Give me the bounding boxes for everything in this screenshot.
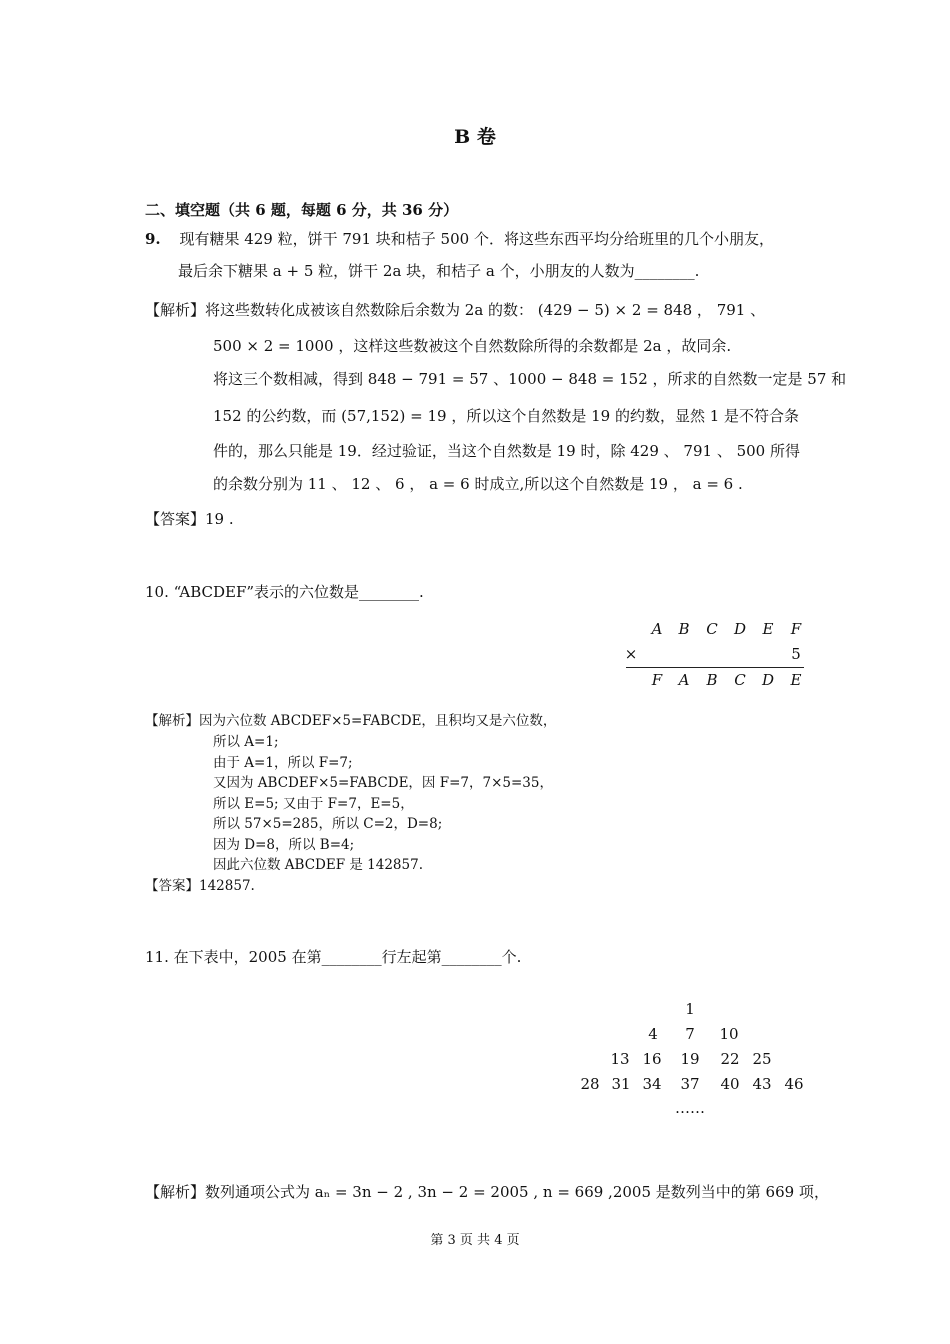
q9-solution-line4: 152 的公约数，而 (57,152) = 19 ，所以这个自然数是 19 的约数，显然 1 是不符合条 [213,407,800,425]
grid-row1-cell: B [678,620,690,638]
q9-solution-line5: 件的，那么只能是 19．经过验证，当这个自然数是 19 时，除 429 、 791 、 500 所得 [213,442,800,460]
grid-row1-cell: E [762,620,774,638]
triangle-ellipsis: …… [675,1099,705,1117]
grid-row2-cell: D [761,671,775,689]
grid-row2-cell: F [651,671,663,689]
q10-solution-line6: 所以 57×5=285，所以 C=2，D=8; [213,816,443,832]
grid-row2-cell: A [678,671,690,689]
grid-row1-cell: C [706,620,718,638]
q10-solution-line8: 因此六位数 ABCDEF 是 142857. [213,857,423,873]
triangle-cell: 40 [720,1075,740,1093]
triangle-cell: 28 [580,1075,600,1093]
page-title: B 卷 [454,126,496,148]
q9-solution-line3: 将这三个数相减，得到 848 − 791 = 57 、1000 − 848 = 152 ，所求的自然数一定是 57 和 [213,370,847,388]
page-footer: 第 3 页 共 4 页 [430,1233,520,1248]
section-heading: 二、填空题（共 6 题，每题 6 分，共 36 分） [145,201,459,219]
q9-line1-text: 现有糖果 429 粒，饼干 791 块和桔子 500 个．将这些东西平均分给班里的几个小朋友， [179,230,774,248]
q11-question: 11. 在下表中，2005 在第________行左起第________个. [145,948,522,966]
q10-solution-line4: 又因为 ABCDEF×5=FABCDE，因 F=7，7×5=35， [213,775,553,791]
q10-solution-line1: 【解析】因为六位数 ABCDEF×5=FABCDE，且积均又是六位数， [145,713,557,729]
q11-solution: 【解析】数列通项公式为 aₙ = 3n − 2 , 3n − 2 = 2005 , n = 669 ,2005 是数列当中的第 669 项， [145,1183,829,1201]
triangle-cell: 37 [680,1075,700,1093]
q9-solution-line1: 【解析】将这些数转化成被该自然数除后余数为 2a 的数： (429 − 5) × 2 = 848 ， 791 、 [145,301,766,319]
triangle-cell: 7 [685,1025,695,1043]
triangle-cell: 1 [685,1000,695,1018]
q10-answer: 【答案】142857. [145,878,255,894]
grid-row1-cell: D [733,620,747,638]
grid-row2-cell: E [790,671,802,689]
q10-question: 10. “ABCDEF”表示的六位数是________. [145,583,424,601]
q10-solution-line2: 所以 A=1; [213,734,279,750]
triangle-cell: 10 [719,1025,739,1043]
q9-number: 9. [145,230,161,248]
triangle-cell: 43 [752,1075,772,1093]
grid-row2-cell: C [734,671,746,689]
triangle-cell: 16 [642,1050,662,1068]
triangle-cell: 31 [611,1075,631,1093]
q9-solution-line2: 500 × 2 = 1000 ，这样这些数被这个自然数除所得的余数都是 2a ，故同余. [213,337,732,355]
q10-solution-line3: 由于 A=1，所以 F=7; [213,755,353,771]
grid-row2-cell: B [706,671,718,689]
multiplier-five: 5 [791,645,801,663]
multiplication-rule [626,667,804,668]
triangle-cell: 4 [648,1025,658,1043]
grid-row1-cell: F [790,620,802,638]
q9-answer: 【答案】19 . [145,510,234,528]
triangle-cell: 22 [720,1050,740,1068]
q9-solution-line6: 的余数分别为 11 、 12 、 6 ， a = 6 时成立,所以这个自然数是 19 ， a = 6 . [213,475,743,493]
q10-solution-line7: 因为 D=8，所以 B=4; [213,837,355,853]
triangle-cell: 46 [784,1075,804,1093]
triangle-cell: 25 [752,1050,772,1068]
grid-row1-cell: A [651,620,663,638]
triangle-cell: 13 [610,1050,630,1068]
q9-line2: 最后余下糖果 a + 5 粒，饼干 2a 块，和桔子 a 个，小朋友的人数为________. [178,262,700,280]
q10-solution-line5: 所以 E=5; 又由于 F=7，E=5， [213,796,414,812]
triangle-cell: 34 [642,1075,662,1093]
triangle-cell: 19 [680,1050,700,1068]
q9-line1 [145,228,774,249]
times-sign: × [624,645,638,663]
